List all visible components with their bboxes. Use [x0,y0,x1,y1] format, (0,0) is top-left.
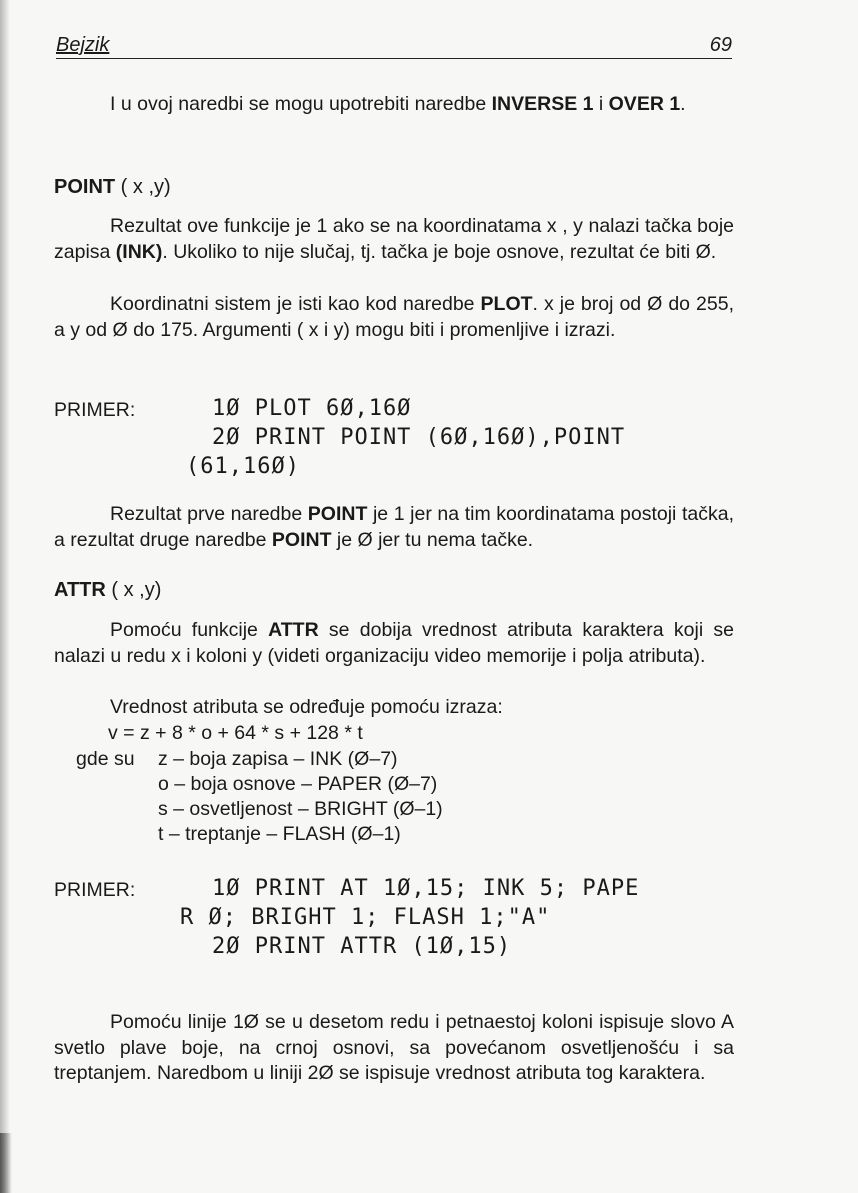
bold-term: OVER 1 [608,93,681,115]
heading-keyword: ATTR [54,579,106,601]
text-run: Pomoću funkcije [110,619,269,641]
code-line: (61,16Ø) [186,454,300,479]
formula-term-s: s – osvetljenost – BRIGHT (Ø–1) [158,798,443,820]
running-header [56,32,732,59]
code-line: 1Ø PRINT AT 1Ø,15; INK 5; PAPE [212,876,640,901]
formula-term-z: z – boja zapisa – INK (Ø–7) [158,748,398,770]
header-title: Bejzik [56,34,110,56]
paragraph-attr-explain [54,1010,734,1087]
heading-args: ( x ,y) [115,176,171,198]
text-run: . Ukoliko to nije slučaj, tj. tačka je boje osnove, rezultat će biti Ø. [162,240,717,263]
paragraph-attr-intro [54,618,734,669]
heading-keyword: POINT [54,176,116,198]
text-run: . x je broj od Ø do 255, a y od Ø do 175. Argumenti ( x i y) mogu biti i promenljive i izrazi. [54,293,734,341]
formula-expression: v = z + 8 * o + 64 * s + 128 * t [108,722,363,744]
heading-args: ( x ,y) [105,579,162,601]
bold-term: POINT [307,503,368,525]
paragraph-point-explain [54,502,734,553]
text-run: . [680,93,686,115]
bold-term: ATTR [268,619,319,641]
text-run: Vrednost atributa se određuje pomoću izraza: [110,696,503,718]
code-line: 2Ø PRINT ATTR (1Ø,15) [212,934,512,959]
text-run: Koordinatni sistem je isti kao kod naredbe [110,293,481,315]
example-label: PRIMER: [54,399,136,421]
text-run: I u ovoj naredbi se mogu upotrebiti naredbe [110,93,492,115]
bold-term: (INK) [115,240,163,263]
code-line: 1Ø PLOT 6Ø,16Ø [212,396,412,421]
text-run: Pomoću linije 1Ø se u desetom redu i petnaestoj koloni ispisuje slovo A svetlo plave boje, na crnoj osnovi, sa povećanom osvetljenošću i sa treptanjem. Naredbom u liniji 2Ø se ispisuje vrednost atributa tog karaktera. [54,1011,734,1084]
formula-where: gde su [76,748,135,770]
paragraph-coordinates [54,292,734,343]
bold-term: POINT [271,528,332,551]
section-heading-attr [54,578,734,604]
code-line: R Ø; BRIGHT 1; FLASH 1;"A" [180,905,551,930]
example-label: PRIMER: [54,879,136,901]
paragraph-attr-value [54,695,734,721]
formula-term-o: o – boja osnove – PAPER (Ø–7) [158,773,438,795]
paragraph-inverse-over [54,92,734,118]
page-edge-dark [0,1133,12,1193]
text-run: i [593,93,609,115]
text-run: je Ø jer tu nema tačke. [331,528,534,551]
page-edge-shadow [0,0,10,1193]
code-line: 2Ø PRINT POINT (6Ø,16Ø),POINT [212,425,626,450]
page-number: 69 [709,34,732,56]
text-run: je 1 jer na tim koordinatama postoji tačka, a rezultat druge naredbe [54,503,734,551]
text-run: Rezultat prve naredbe [110,503,308,525]
text-run: Rezultat ove funkcije je 1 ako se na koordinatama x , y nalazi tačka boje zapisa [54,215,734,263]
text-run: se dobija vrednost atributa karaktera koji se nalazi u redu x i koloni y (videti organizaciju video memorije i polja atributa). [54,619,734,667]
section-heading-point [54,175,734,201]
paragraph-point-result [54,214,734,265]
formula-term-t: t – treptanje – FLASH (Ø–1) [158,823,401,845]
bold-term: INVERSE 1 [491,93,594,115]
bold-term: PLOT [480,293,533,315]
